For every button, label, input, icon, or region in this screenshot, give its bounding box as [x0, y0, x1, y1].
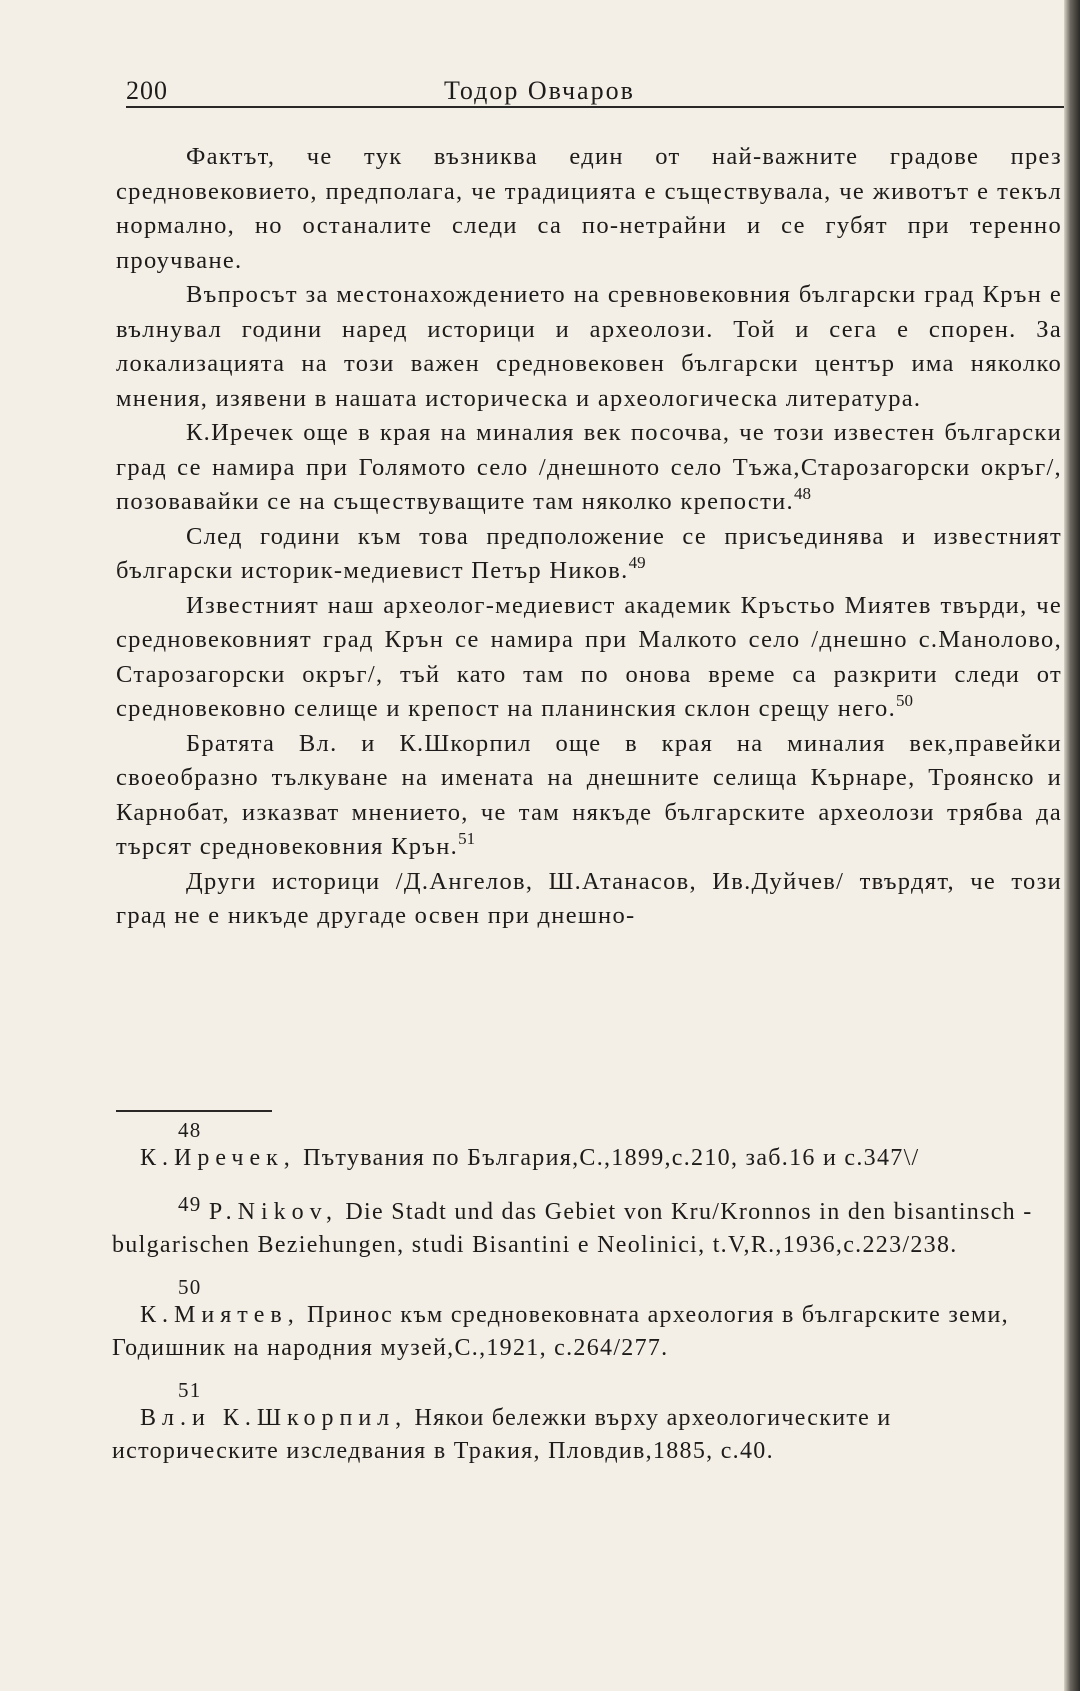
paragraph	[116, 140, 1062, 278]
footnote-49	[112, 1188, 1052, 1262]
paragraph	[116, 278, 1062, 416]
footnotes	[112, 1118, 1052, 1481]
paragraph	[116, 727, 1062, 865]
paragraph-text: К.Иречек още в края на миналия век посочва, че този известен български град се намира при Голямото село /днешното село Тъжа,Старозагорски окръг/, позовавайки се на съществуващите там няколко крепости.	[116, 419, 1062, 515]
footnote-number: 50	[178, 1275, 202, 1299]
paragraph	[116, 865, 1062, 934]
footnote-reference: 49	[628, 553, 646, 572]
body-text	[116, 140, 1062, 934]
paragraph-text: Фактът, че тук възниква един от най-важните градове през средновековието, предполага, че традицията е съществувала, че животът е текъл нормално, но останалите следи са по-нетрайни и се губят при теренно проучване.	[116, 143, 1062, 274]
footnote-text: Пътувания по България,С.,1899,с.210, заб.16 и с.347\/	[295, 1145, 920, 1171]
footnote-text: Принос към средновековната археология в българските земи, Годишник на народния музей,С.,1921, с.264/277.	[112, 1302, 1009, 1361]
footnote-number: 49	[178, 1192, 202, 1216]
footnote-text: Някои бележки върху археологическите и историческите изследвания в Тракия, Пловдив,1885, с.40.	[112, 1405, 892, 1464]
paragraph-text: Известният наш археолог-медиевист академик Кръстьо Миятев твърди, че средновековният град Крън се намира при Малкото село /днешно с.Манолово, Старозагорски окръг/, тъй като там по онова време са разкрити следи от средновековно селище и крепост на планинския склон срещу него.	[116, 591, 1062, 722]
footnote-48	[112, 1118, 1052, 1175]
page-header	[126, 72, 1064, 108]
footnote-reference: 51	[458, 829, 476, 848]
page-number: 200	[126, 76, 168, 105]
footnote-divider	[116, 1110, 272, 1112]
running-title: Тодор Овчаров	[444, 76, 635, 105]
footnote-reference: 48	[793, 484, 811, 503]
paragraph-text: Други историци /Д.Ангелов, Ш.Атанасов, Ив.Дуйчев/ твърдят, че този град не е никъде другаде освен при днешно-	[116, 867, 1062, 929]
paragraph	[116, 589, 1062, 727]
footnote-reference: 50	[896, 691, 914, 710]
paragraph-text: След години към това предположение се присъединява и известният български историк-медиевист Петър Ников.	[116, 522, 1062, 584]
footnote-number: 51	[178, 1378, 202, 1402]
footnote-51	[112, 1378, 1052, 1468]
footnote-50	[112, 1275, 1052, 1365]
paragraph-text: Въпросът за местонахождението на сревновековния български град Крън е вълнувал години наред историци и археолози. Той и сега е спорен. За локализацията на този важен средновековен български център има няколко мнения, изявени в нашата историческа и археологическа литература.	[116, 281, 1062, 412]
footnote-author: Вл.и К.Шкорпил,	[140, 1405, 408, 1431]
footnote-number: 48	[178, 1118, 202, 1142]
paragraph-text: Братята Вл. и К.Шкорпил още в края на миналия век,правейки своеобразно тълкуване на имената на днешните селища Кърнаре, Троянско и Карнобат, изказват мнението, че там някъде българските археолози трябва да търсят средновековния Крън.	[116, 729, 1062, 860]
footnote-author: P.Nikov,	[208, 1199, 339, 1225]
footnote-author: К.Иречек,	[140, 1145, 296, 1171]
footnote-text: Die Stadt und das Gebiet von Kru/Kronnos in den bisantinsch - bulgarischen Beziehungen, studi Bisantini e Neolinici, t.V,R.,1936,c.223/238.	[112, 1199, 1033, 1258]
footnote-author: К.Миятев,	[140, 1302, 300, 1328]
paragraph	[116, 416, 1062, 520]
paragraph	[116, 520, 1062, 589]
book-spine-edge	[1064, 0, 1080, 1691]
